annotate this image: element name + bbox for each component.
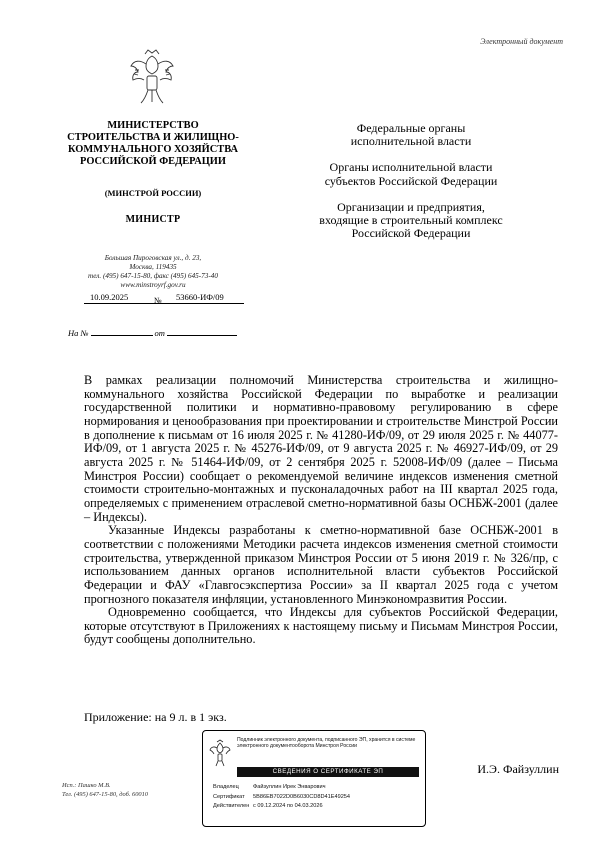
ministry-line: КОММУНАЛЬНОГО ХОЗЯЙСТВА: [68, 144, 238, 155]
ministry-address: [64, 254, 242, 290]
coat-of-arms-icon: [128, 48, 176, 106]
executor-line: Тел. (495) 647-15-80, доб. 60010: [62, 791, 148, 798]
address-line: тел. (495) 647-15-80, факс (495) 645-73-40: [88, 272, 218, 280]
certificate-value: 5B86EB7022D0B6030CD8D41E49254: [253, 793, 351, 800]
certificate-row: [213, 783, 419, 793]
certificate-row: [213, 802, 419, 812]
recipients-block: [296, 122, 526, 253]
address-line: Москва, 119435: [129, 263, 177, 271]
certificate-details: [213, 783, 419, 812]
recipient-line: Федеральные органы: [356, 121, 466, 135]
certificate-label: Сертификат: [213, 793, 245, 800]
certificate-label: Владелец: [213, 784, 239, 790]
electronic-document-note: Электронный документ: [480, 37, 563, 46]
registration-date: 10.09.2025: [90, 292, 129, 302]
recipient: [296, 201, 526, 241]
recipient-line: входящие в строительный комплекс: [319, 213, 503, 228]
letter-body: [84, 374, 558, 647]
registration-number: 53660-ИФ/09: [176, 292, 224, 302]
ministry-name: [64, 120, 242, 168]
electronic-signature-stamp: [202, 730, 426, 827]
certificate-header: СВЕДЕНИЯ О СЕРТИФИКАТЕ ЭП: [237, 767, 419, 777]
reply-date-blank: [167, 335, 237, 336]
recipient-line: Организации и предприятия,: [337, 199, 485, 214]
recipient-line: Российской Федерации: [351, 226, 471, 241]
recipient: [296, 122, 526, 148]
recipient-line: субъектов Российской Федерации: [324, 173, 498, 188]
ministry-abbreviation: (МИНСТРОЙ РОССИИ): [104, 188, 202, 198]
address-line: Большая Пироговская ул., д. 23,: [104, 254, 202, 262]
certificate-value: с 09.12.2024 по 04.03.2026: [253, 803, 323, 809]
signatory-name: И.Э. Файзуллин: [477, 762, 559, 776]
reply-number-blank: [91, 335, 153, 336]
executor-line: Исп.: Пашко М.В.: [62, 782, 111, 789]
address-line: www.minstroyrf.gov.ru: [120, 281, 186, 289]
attachment-note: Приложение: на 9 л. в 1 экз.: [84, 710, 227, 724]
certificate-label: Действителен: [213, 803, 250, 809]
ministry-line: РОССИЙСКОЙ ФЕДЕРАЦИИ: [80, 156, 226, 167]
recipient-line: Органы исполнительной власти: [329, 160, 493, 175]
ministry-line: МИНИСТЕРСТВО: [107, 120, 199, 131]
executor-info: [62, 781, 148, 799]
recipient-line: исполнительной власти: [350, 134, 472, 149]
reply-reference: [68, 328, 237, 338]
reply-prefix: На №: [68, 328, 89, 338]
coat-of-arms-icon: [209, 739, 231, 767]
sender-title: МИНИСТР: [125, 214, 181, 225]
body-paragraph: Указанные Индексы разработаны к сметно-нормативной базе ОСНБЖ-2001 в соответствии с положениями Методики расчета индексов изменения сметной стоимости строительства, утвержденной приказом Минстроя России от 5 июня 2019 г. № 326/пр, с использованием данных органов исполнительной власти субъектов Российской Федерации и ФАУ «Главгосэкспертиза России» за II квартал 2025 года с учетом прогнозного показателя инфляции, установленного Минэкономразвития России.: [84, 523, 558, 606]
certificate-row: [213, 793, 419, 803]
registration-underline: [84, 303, 244, 304]
certificate-value: Файзуллин Ирек Энварович: [253, 784, 326, 790]
signature-notice: Подлинник электронного документа, подписанного ЭП, хранится в системе электронного документооборота Минстроя России: [237, 737, 416, 750]
number-sign: №: [154, 296, 162, 305]
recipient: [296, 161, 526, 187]
body-paragraph: Одновременно сообщается, что Индексы для субъектов Российской Федерации, которые отсутствуют в Приложениях к настоящему письму и Письмам Минстроя России, будут сообщены дополнительно.: [84, 605, 558, 647]
ministry-line: СТРОИТЕЛЬСТВА И ЖИЛИЩНО-: [67, 132, 239, 143]
reply-from-label: от: [154, 328, 165, 338]
body-paragraph: В рамках реализации полномочий Министерства строительства и жилищно-коммунального хозяйства Российской Федерации по выработке и реализации государственной политики и нормативно-правовому регулированию в сфере нормирования и ценообразования при проектировании и строительстве Минстрой России в дополнение к письмам от 16 июля 2025 г. № 41280-ИФ/09, от 29 июля 2025 г. № 44077-ИФ/09, от 1 августа 2025 г. № 45276-ИФ/09, от 9 августа 2025 г. № 46927-ИФ/09, от 29 августа 2025 г. № 51464-ИФ/09, от 2 сентября 2025 г. 52008-ИФ/09 (далее – Письма Минстроя России) сообщает о рекомендуемой величине индексов изменения сметной стоимости строительно-монтажных и пусконаладочных работ на III квартал 2025 года, определяемых с применением отраслевой сметно-нормативной базы ОСНБЖ-2001 (далее – Индексы).: [84, 373, 558, 524]
